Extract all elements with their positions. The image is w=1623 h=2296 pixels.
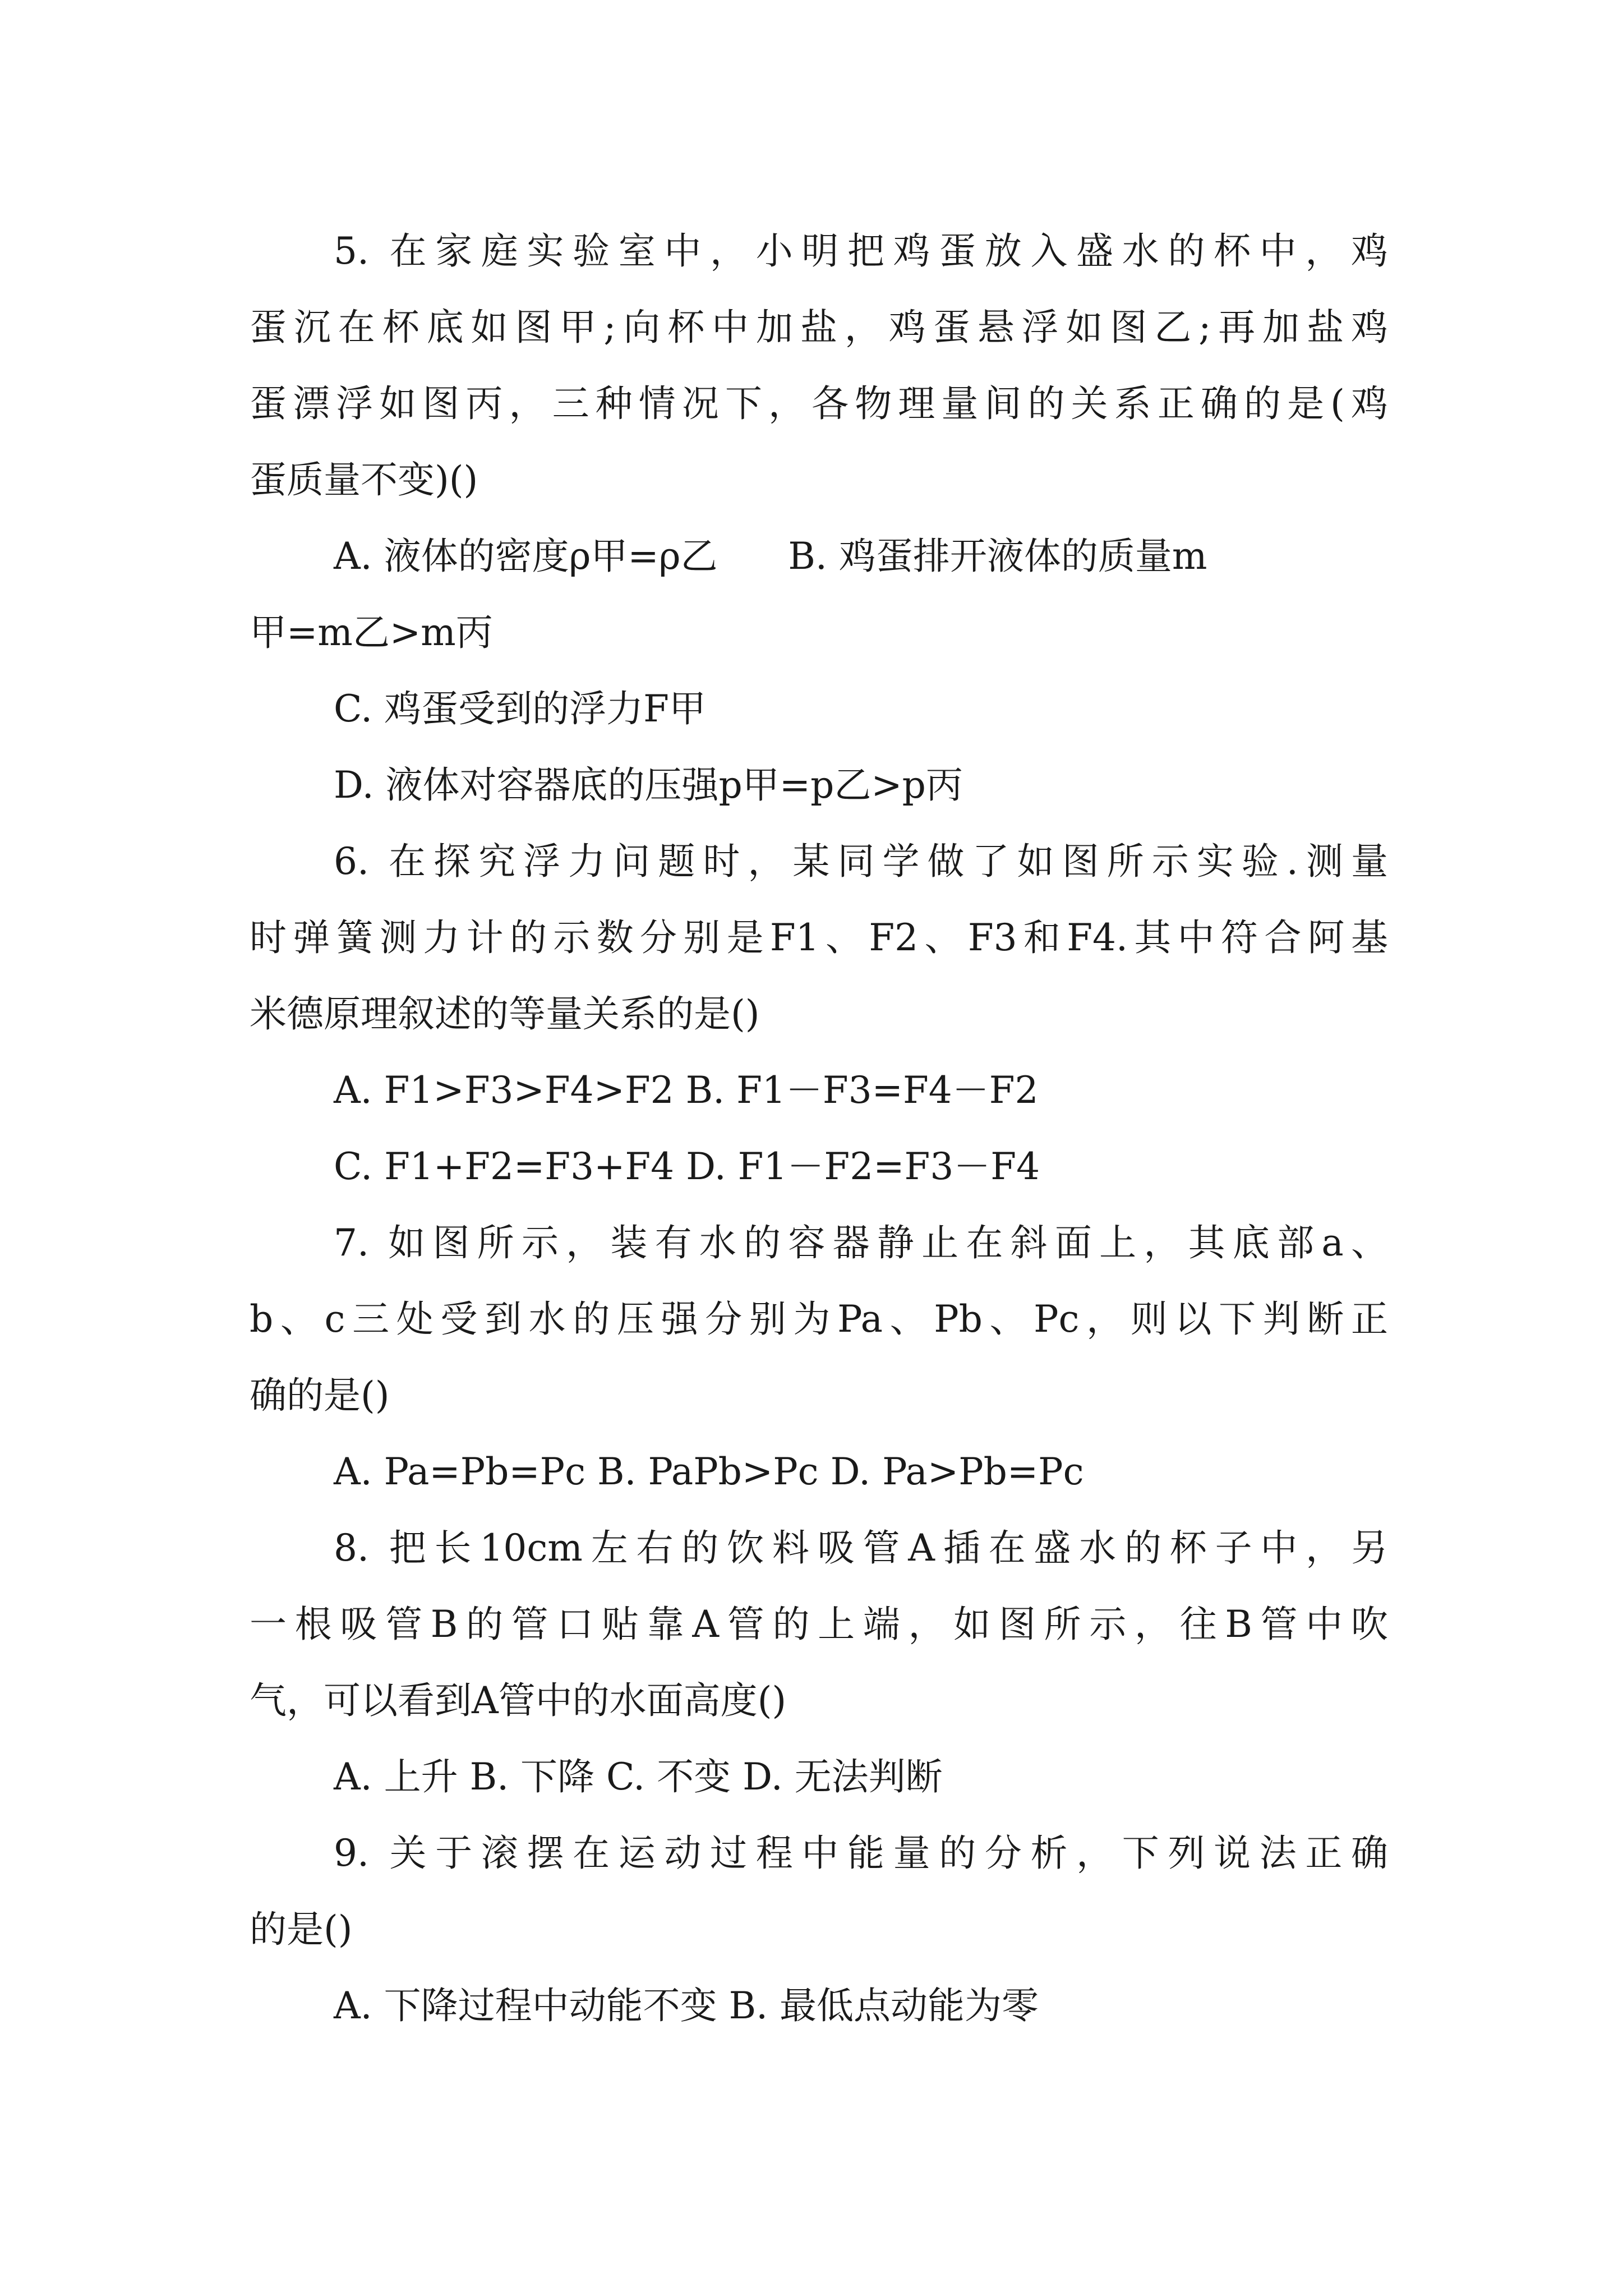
q9-line-1: 9. 关于滚摆在运动过程中能量的分析，下列说法正确 <box>334 1832 1388 1875</box>
q6-line-1: 6. 在探究浮力问题时，某同学做了如图所示实验.测量 <box>334 840 1388 883</box>
q5-line-4: 蛋质量不变)() <box>250 458 478 501</box>
q7-line-3: 确的是() <box>250 1374 390 1417</box>
q5-line-3: 蛋漂浮如图丙，三种情况下，各物理量间的关系正确的是(鸡 <box>250 382 1388 425</box>
document-body <box>250 213 1388 2044</box>
q5-option-c: C. 鸡蛋受到的浮力F甲 <box>334 687 706 730</box>
q5-line-2: 蛋沉在杯底如图甲;向杯中加盐，鸡蛋悬浮如图乙;再加盐鸡 <box>250 306 1388 349</box>
q8-line-1: 8. 把长10cm左右的饮料吸管A插在盛水的杯子中，另 <box>334 1526 1388 1570</box>
q5-option-d: D. 液体对容器底的压强p甲=p乙>p丙 <box>334 763 963 807</box>
q7-line-2: b、c三处受到水的压强分别为Pa、Pb、Pc，则以下判断正 <box>250 1297 1388 1341</box>
q5-option-a-b: A. 液体的密度ρ甲=ρ乙 B. 鸡蛋排开液体的质量m <box>334 535 1207 578</box>
q6-options-a-b: A. F1>F3>F4>F2 B. F1－F3=F4－F2 <box>334 1069 1039 1112</box>
q5-line-1: 5. 在家庭实验室中，小明把鸡蛋放入盛水的杯中，鸡 <box>334 229 1388 273</box>
q8-line-2: 一根吸管B的管口贴靠A管的上端，如图所示，往B管中吹 <box>250 1603 1388 1646</box>
q9-line-2: 的是() <box>250 1908 353 1951</box>
q6-options-c-d: C. F1+F2=F3+F4 D. F1－F2=F3－F4 <box>334 1145 1040 1188</box>
q6-line-2: 时弹簧测力计的示数分别是F1、F2、F3和F4.其中符合阿基 <box>250 916 1388 959</box>
q8-options: A. 上升 B. 下降 C. 不变 D. 无法判断 <box>334 1755 943 1798</box>
q8-line-3: 气，可以看到A管中的水面高度() <box>250 1679 787 1722</box>
q5-option-b-cont: 甲=m乙>m丙 <box>250 611 493 654</box>
q9-options-a-b: A. 下降过程中动能不变 B. 最低点动能为零 <box>334 1984 1039 2027</box>
q7-line-1: 7. 如图所示，装有水的容器静止在斜面上，其底部a、 <box>334 1221 1388 1264</box>
q7-options: A. Pa=Pb=Pc B. PaPb>Pc D. Pa>Pb=Pc <box>334 1450 1084 1493</box>
q6-line-3: 米德原理叙述的等量关系的是() <box>250 992 760 1036</box>
